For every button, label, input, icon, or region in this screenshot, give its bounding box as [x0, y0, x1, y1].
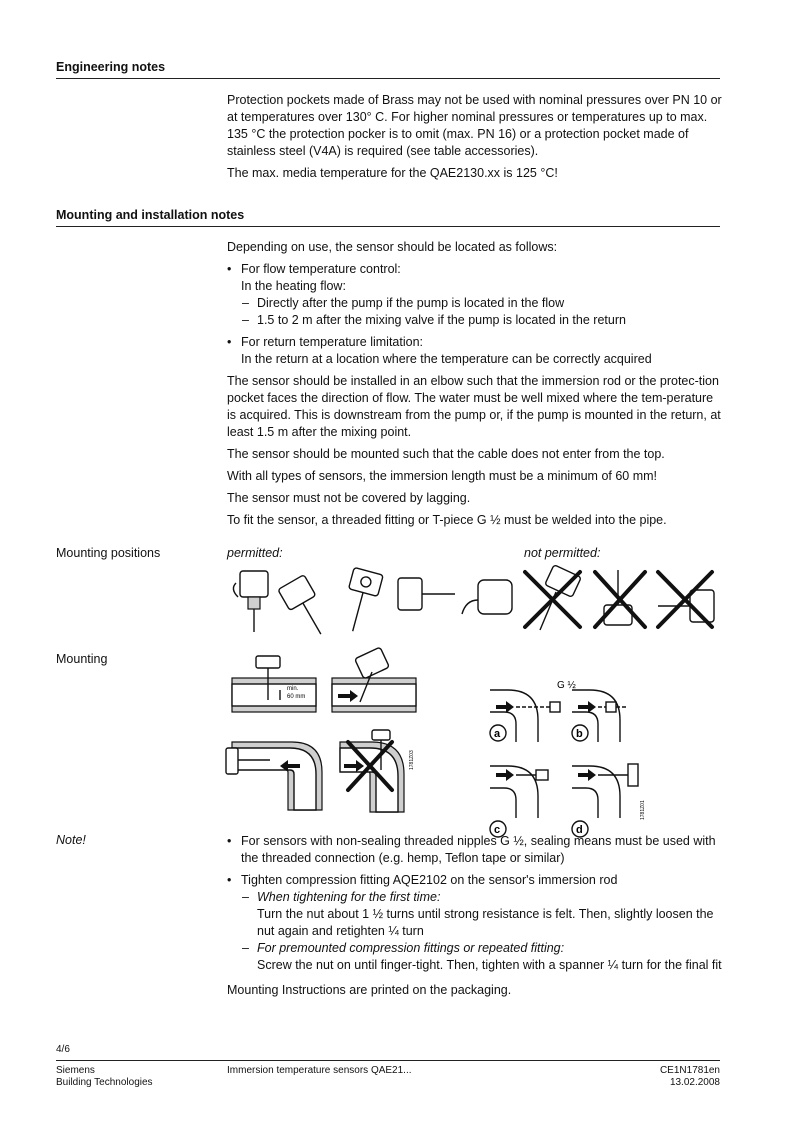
pipe-straight-2 [332, 647, 416, 712]
install-para-4: The sensor must not be covered by lagging. [227, 491, 471, 505]
label-c: c [494, 824, 501, 836]
footer-company [56, 1065, 153, 1089]
engineering-para-2: The max. media temperature for the QAE2130.xx is 125 °C! [227, 166, 558, 180]
page-number: 4/6 [56, 1044, 70, 1055]
mounting-installation-heading: Mounting and installation notes [56, 208, 245, 222]
note-dash-1-text: Turn the nut about 1 ½ turns until strong resistance is felt. Then, slightly loosen the nut again and retighten ¼ turn [257, 907, 714, 938]
install-para-5: To fit the sensor, a threaded fitting or T-piece G ½ must be welded into the pipe. [227, 513, 667, 527]
note-dash-2-head: – For premounted compression fittings or repeated fitting: [227, 940, 722, 957]
flow-sub: In the heating flow: [241, 279, 346, 293]
note-bullet-1: • For sensors with non-sealing threaded nipples G ½, sealing means must be used with the threaded connection (e.g. hemp, Teflon tape or similar) [227, 833, 722, 867]
thread-label: G ½ [557, 680, 576, 691]
min-label-1: min. [287, 686, 299, 692]
dash-item: – Directly after the pump if the pump is located in the flow [227, 295, 722, 312]
company-name: Siemens [56, 1065, 95, 1076]
install-intro: Depending on use, the sensor should be located as follows: [227, 240, 558, 254]
engineering-notes-heading: Engineering notes [56, 60, 166, 74]
elbow-d [572, 764, 638, 818]
note-label: Note! [56, 833, 86, 847]
dash-item: – 1.5 to 2 m after the mixing valve if the pump is located in the return [227, 312, 722, 329]
pipe-straight-1 [232, 656, 316, 712]
install-para-1: The sensor should be installed in an elbow such that the immersion rod or the protec-tion pocket faces the direction of flow. The water must be well mixed where the tem-perature is acquired. This is downstream from the pump or, if the pump is mounted in the return, at least 1.5 m after the mixing point. [227, 374, 721, 439]
label-a: a [494, 728, 501, 740]
note-dash-2-text: Screw the nut on until finger-tight. Then, tighten with a spanner ¼ turn for the final fit [257, 958, 722, 972]
note-body [227, 833, 722, 1004]
pipe-elbow-1 [226, 742, 322, 810]
company-division: Building Technologies [56, 1077, 153, 1088]
figure-code-2: 1781Z01 [640, 800, 646, 820]
doc-id: CE1N1781en [659, 1065, 720, 1076]
footer-doc-title: Immersion temperature sensors QAE21... [227, 1065, 412, 1076]
engineering-para-1: Protection pockets made of Brass may not be used with nominal pressures over PN 10 or at temperatures over 130° C. For higher nominal pressures or temperatures up to max. 135 °C the protection pocker is to omit (max. PN 16) or a protection pocket made of stainless steel (V4A) is required (see table accessories). [227, 93, 722, 158]
permitted-label: permitted: [227, 546, 283, 560]
label-b: b [576, 728, 583, 740]
note-bullet-2: • Tighten compression fitting AQE2102 on the sensor's immersion rod [227, 872, 722, 889]
mounting-positions-label: Mounting positions [56, 546, 161, 560]
not-permitted-label: not permitted: [524, 546, 601, 560]
bullet-flow-control: • For flow temperature control: [227, 261, 722, 278]
bullet-return-limitation: • For return temperature limitation: [227, 334, 722, 351]
doc-date: 13.02.2008 [669, 1077, 720, 1088]
min-label-2: 60 mm [287, 694, 306, 700]
pipe-elbow-2-not-permitted [340, 730, 404, 812]
label-d: d [576, 824, 583, 836]
figure-code-1: 1781Z03 [409, 750, 415, 770]
elbow-c [490, 766, 548, 818]
install-para-2: The sensor should be mounted such that the cable does not enter from the top. [227, 447, 665, 461]
mounting-label: Mounting [56, 652, 108, 666]
footer-rule [56, 1060, 720, 1061]
install-para-3: With all types of sensors, the immersion length must be a minimum of 60 mm! [227, 469, 658, 483]
return-sub: In the return at a location where the temperature can be correctly acquired [241, 352, 652, 366]
note-dash-1-head: – When tightening for the first time: [227, 889, 722, 906]
note-final: Mounting Instructions are printed on the packaging. [227, 983, 512, 997]
footer-doc-meta [660, 1065, 720, 1089]
